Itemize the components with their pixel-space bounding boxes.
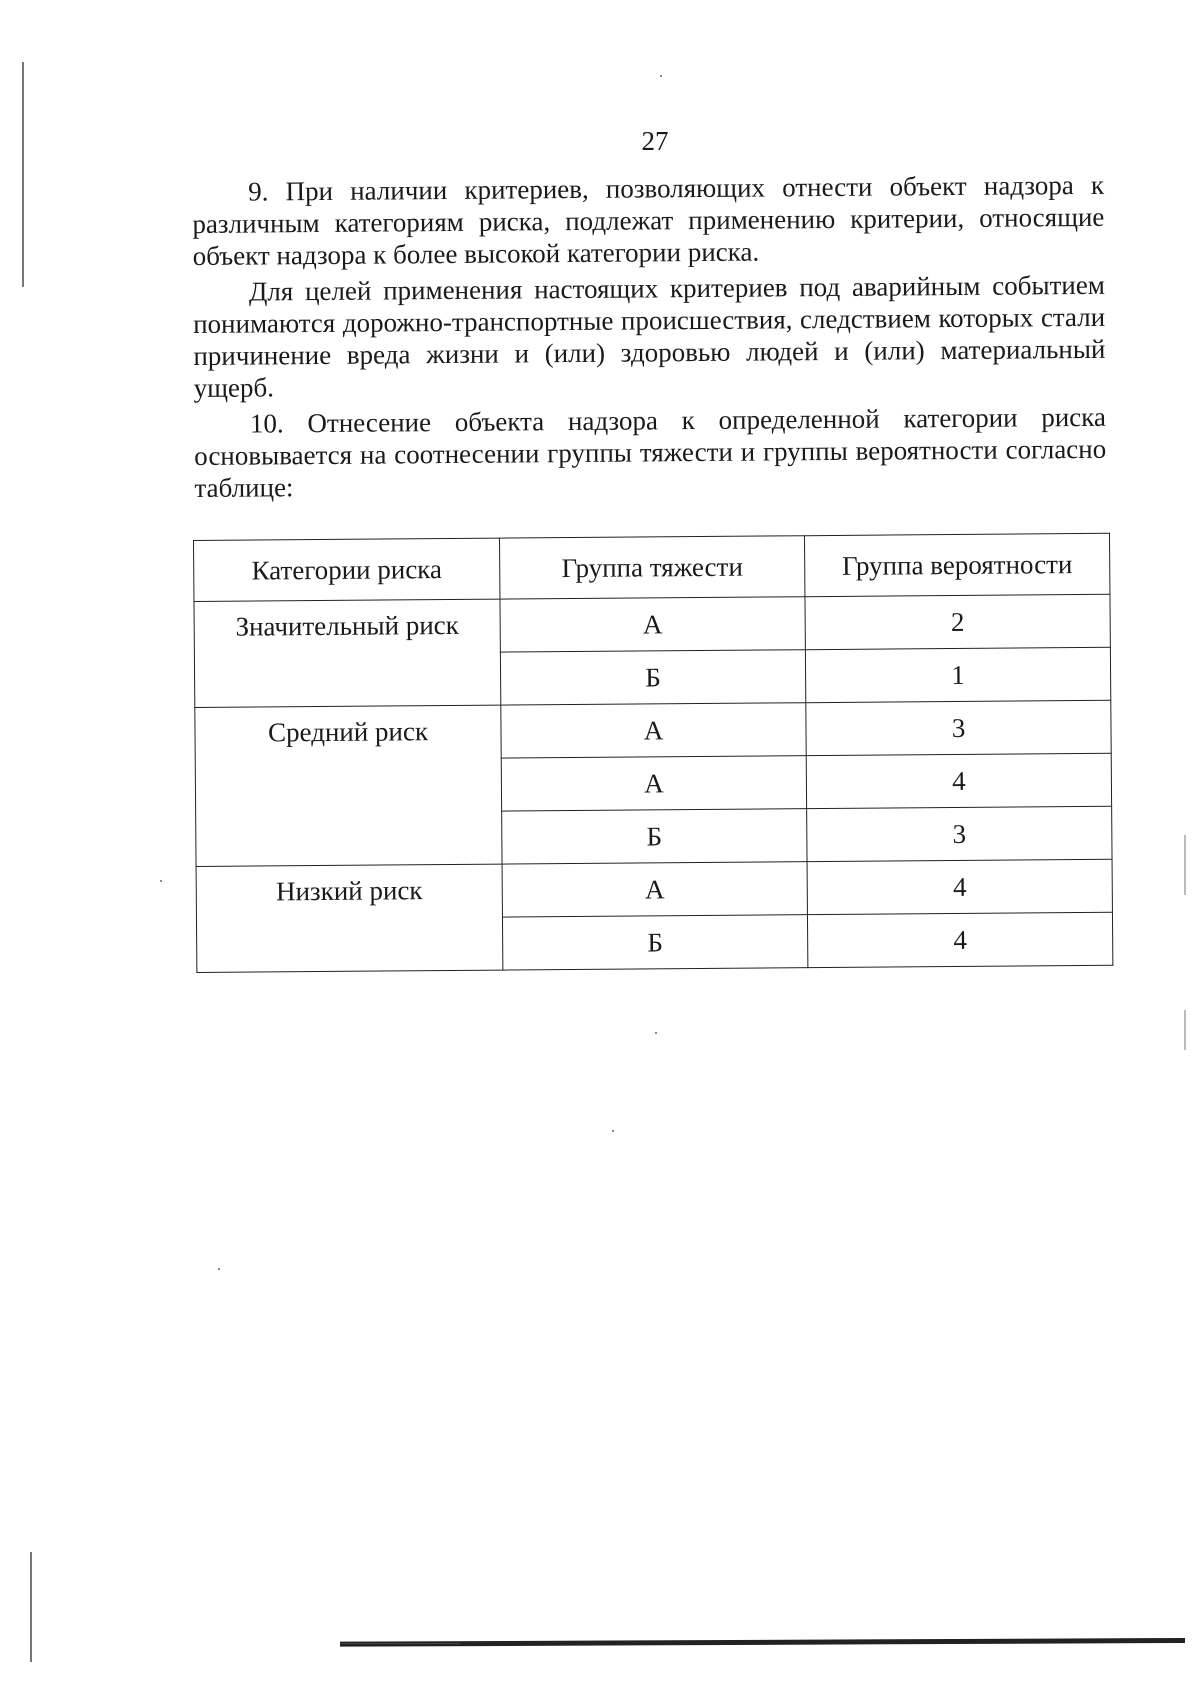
header-probability-group: Группа вероятности <box>804 533 1109 596</box>
page-number: 27 <box>641 126 669 156</box>
category-cell-significant: Значительный риск <box>194 599 501 707</box>
risk-category-table <box>193 533 1113 973</box>
severity-cell: Б <box>500 650 805 705</box>
table-row <box>194 594 1110 654</box>
probability-cell: 2 <box>805 594 1110 649</box>
probability-cell: 3 <box>806 700 1111 755</box>
probability-cell: 4 <box>807 859 1112 914</box>
scan-margin-line-right <box>1184 835 1186 895</box>
scan-speck <box>218 1268 220 1270</box>
severity-cell: А <box>501 756 806 811</box>
scan-speck <box>660 75 662 77</box>
probability-cell: 4 <box>806 753 1111 808</box>
severity-cell: А <box>500 597 805 652</box>
header-risk-category: Категории риска <box>194 538 500 601</box>
scan-margin-line-right-2 <box>1184 1010 1186 1050</box>
scan-margin-line-bottom <box>30 1552 32 1662</box>
probability-cell: 3 <box>807 806 1112 861</box>
probability-cell: 4 <box>807 912 1112 967</box>
paragraph-definition: Для целей применения настоящих критериев под аварийным событием понимаются дорожно-транспортные происшествия, следствием которых стали причинение вреда жизни и (или) здоровью людей и (или) материальный ущерб. <box>193 269 1106 403</box>
severity-cell: А <box>501 703 806 758</box>
header-severity-group: Группа тяжести <box>499 536 804 599</box>
scan-margin-line-top <box>22 62 24 287</box>
scan-speck <box>160 880 162 882</box>
paragraph-10: 10. Отнесение объекта надзора к определенной категории риска основывается на соотнесении группы тяжести и группы вероятности согласно таблице: <box>194 401 1107 503</box>
table-header-row <box>194 533 1110 601</box>
table-row <box>196 859 1112 919</box>
scan-speck <box>612 1130 614 1132</box>
scan-speck <box>655 1032 657 1034</box>
paragraph-9: 9. При наличии критериев, позволяющих отнести объект надзора к различным категориям риска, подлежат применению критерии, относящие объект надзора к более высокой категории риска. <box>192 169 1105 271</box>
severity-cell: Б <box>502 809 807 864</box>
risk-table-container <box>193 533 1112 973</box>
severity-cell: Б <box>502 915 807 970</box>
scan-bottom-rule <box>340 1638 1185 1647</box>
severity-cell: А <box>502 862 807 917</box>
scan-bottom-rule-thin <box>340 1643 460 1644</box>
category-cell-low: Низкий риск <box>196 864 503 972</box>
body-text <box>192 169 1107 508</box>
probability-cell: 1 <box>805 647 1110 702</box>
table-row <box>195 700 1111 760</box>
category-cell-medium: Средний риск <box>195 705 502 866</box>
